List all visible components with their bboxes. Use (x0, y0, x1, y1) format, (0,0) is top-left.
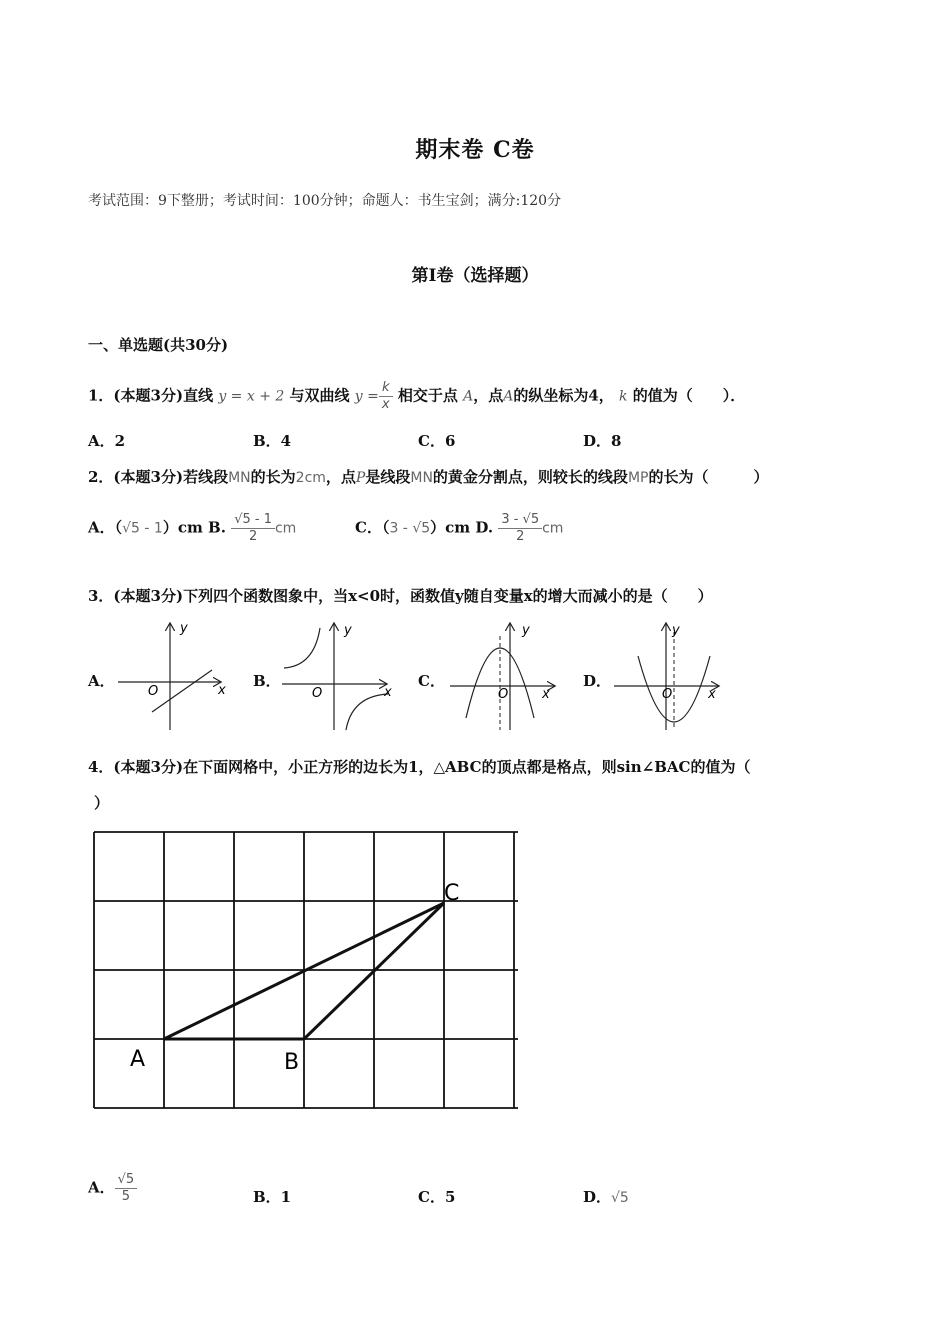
q2-t4: 的黄金分割点，则较长的线段 (432, 468, 628, 486)
q2-option-b-fraction[interactable] (231, 512, 275, 545)
q2-t5: 的长为（ ） (648, 468, 769, 486)
q4-option-a[interactable] (88, 1172, 137, 1205)
exam-info: 考试范围：9下整册；考试时间：100分钟；命题人：书生宝剑；满分:120分 (88, 193, 562, 209)
q3b-y-label: y (344, 623, 352, 638)
q1-point-a: A (463, 388, 474, 405)
q2-option-a-unit: ）cm B. (162, 518, 226, 537)
q1-hyp-num: k (379, 380, 393, 397)
q3-option-b[interactable]: B． (253, 672, 281, 690)
q1-hyp-den: x (381, 397, 390, 412)
q2-option-d-den: 2 (516, 529, 525, 544)
q1-point-a2: A (503, 388, 514, 405)
q3b-x-label: x (384, 685, 392, 700)
q4-grid-figure (86, 826, 526, 1116)
page-title: 期末卷 C卷 (415, 137, 535, 163)
q1-tail: 的纵坐标为4， (513, 386, 614, 405)
q2-t1: 的长为 (250, 468, 296, 486)
q2-option-c-expr: 3 - √5 (389, 520, 431, 537)
q2-option-b-num: √5 - 1 (231, 512, 275, 529)
q3c-origin: O (498, 687, 509, 702)
q3a-x-label: x (218, 683, 226, 698)
q2-option-a-label[interactable]: A．（ (88, 518, 123, 537)
q2-option-c-unit: ）cm D. (430, 518, 494, 537)
question-4-end: ） (94, 794, 110, 812)
vertex-a-label: A (130, 1047, 146, 1072)
q2-options-cd (355, 512, 563, 545)
q2-option-b-unit: cm (274, 520, 297, 537)
q1-hyperbola-fraction (379, 380, 393, 413)
q3-option-a[interactable]: A． (88, 672, 115, 690)
q3d-y-label: y (672, 623, 680, 638)
q2-option-c-label[interactable]: C．（ (355, 518, 390, 537)
q4-option-b[interactable]: B．1 (253, 1188, 292, 1206)
q3-graph-a[interactable] (112, 618, 232, 733)
q1-mid: 与双曲线 (289, 386, 350, 405)
q1-line-equation: y = x + 2 (218, 388, 285, 405)
vertex-b-label: B (284, 1050, 300, 1075)
q4-option-d-label: D． (583, 1188, 612, 1206)
q1-option-c[interactable]: C．6 (418, 432, 456, 450)
q3-option-c[interactable]: C． (418, 672, 445, 690)
q4-option-a-den: 5 (121, 1189, 131, 1204)
q1-prefix: 1．(本题3分)直线 (88, 386, 214, 405)
q2-t3: 是线段 (365, 468, 411, 486)
q3b-origin: O (312, 686, 323, 701)
section-title: 第I卷（选择题） (411, 266, 539, 286)
question-4: 4．(本题3分)在下面网格中，小正方形的边长为1，△ABC的顶点都是格点，则sin∠BAC的值为（ (88, 758, 751, 776)
q4-option-d[interactable] (583, 1186, 629, 1207)
q4-option-a-num: √5 (115, 1172, 138, 1189)
q2-option-d-unit: cm (542, 520, 564, 537)
q1-option-d[interactable]: D．8 (583, 432, 622, 450)
q2-option-a-expr: √5 - 1 (122, 520, 163, 537)
q3-option-d[interactable]: D． (583, 672, 612, 690)
q4-option-a-fraction (115, 1172, 138, 1205)
q3d-origin: O (662, 687, 673, 702)
q2-prefix: 2．(本题3分)若线段 (88, 468, 229, 486)
q1-after: 相交于点 (397, 386, 458, 405)
vertex-c-label: C (444, 881, 460, 906)
q2-p: P (355, 470, 366, 486)
q3-graph-b[interactable] (276, 618, 400, 733)
q3c-x-label: x (542, 687, 550, 702)
q1-end: 的值为（ ）． (632, 386, 746, 405)
q2-option-d-num: 3 - √5 (498, 512, 542, 529)
q2-mn2: MN (410, 470, 433, 486)
q2-len: 2cm (295, 470, 326, 486)
q1-option-a[interactable]: A．2 (88, 432, 126, 450)
q1-hyperbola-lhs: y = (354, 388, 379, 405)
q2-option-d-fraction[interactable] (498, 512, 542, 545)
q3-graph-c[interactable] (444, 618, 562, 733)
q3a-y-label: y (180, 621, 188, 636)
q2-options-ab (88, 512, 296, 545)
q2-option-b-den: 2 (248, 529, 258, 544)
q1-option-b[interactable]: B．4 (253, 432, 292, 450)
q1-k: k (619, 388, 628, 405)
part-title: 一、单选题(共30分) (88, 336, 229, 354)
q2-mn: MN (228, 470, 251, 486)
q3d-x-label: x (708, 687, 716, 702)
question-2 (88, 466, 768, 487)
q4-option-a-label: A． (88, 1178, 115, 1197)
q4-option-d-expr: √5 (611, 1190, 629, 1206)
q4-option-c[interactable]: C．5 (418, 1188, 456, 1206)
q2-t2: ，点 (325, 468, 356, 486)
q3-graph-d[interactable] (608, 618, 726, 733)
q1-comma: ，点 (473, 386, 504, 405)
question-3: 3．(本题3分)下列四个函数图象中，当x<0时，函数值y随自变量x的增大而减小的是（ ） (88, 587, 713, 605)
q3a-origin: O (148, 684, 159, 699)
question-1 (88, 380, 745, 413)
q3c-y-label: y (522, 623, 530, 638)
q2-mp: MP (627, 470, 649, 486)
